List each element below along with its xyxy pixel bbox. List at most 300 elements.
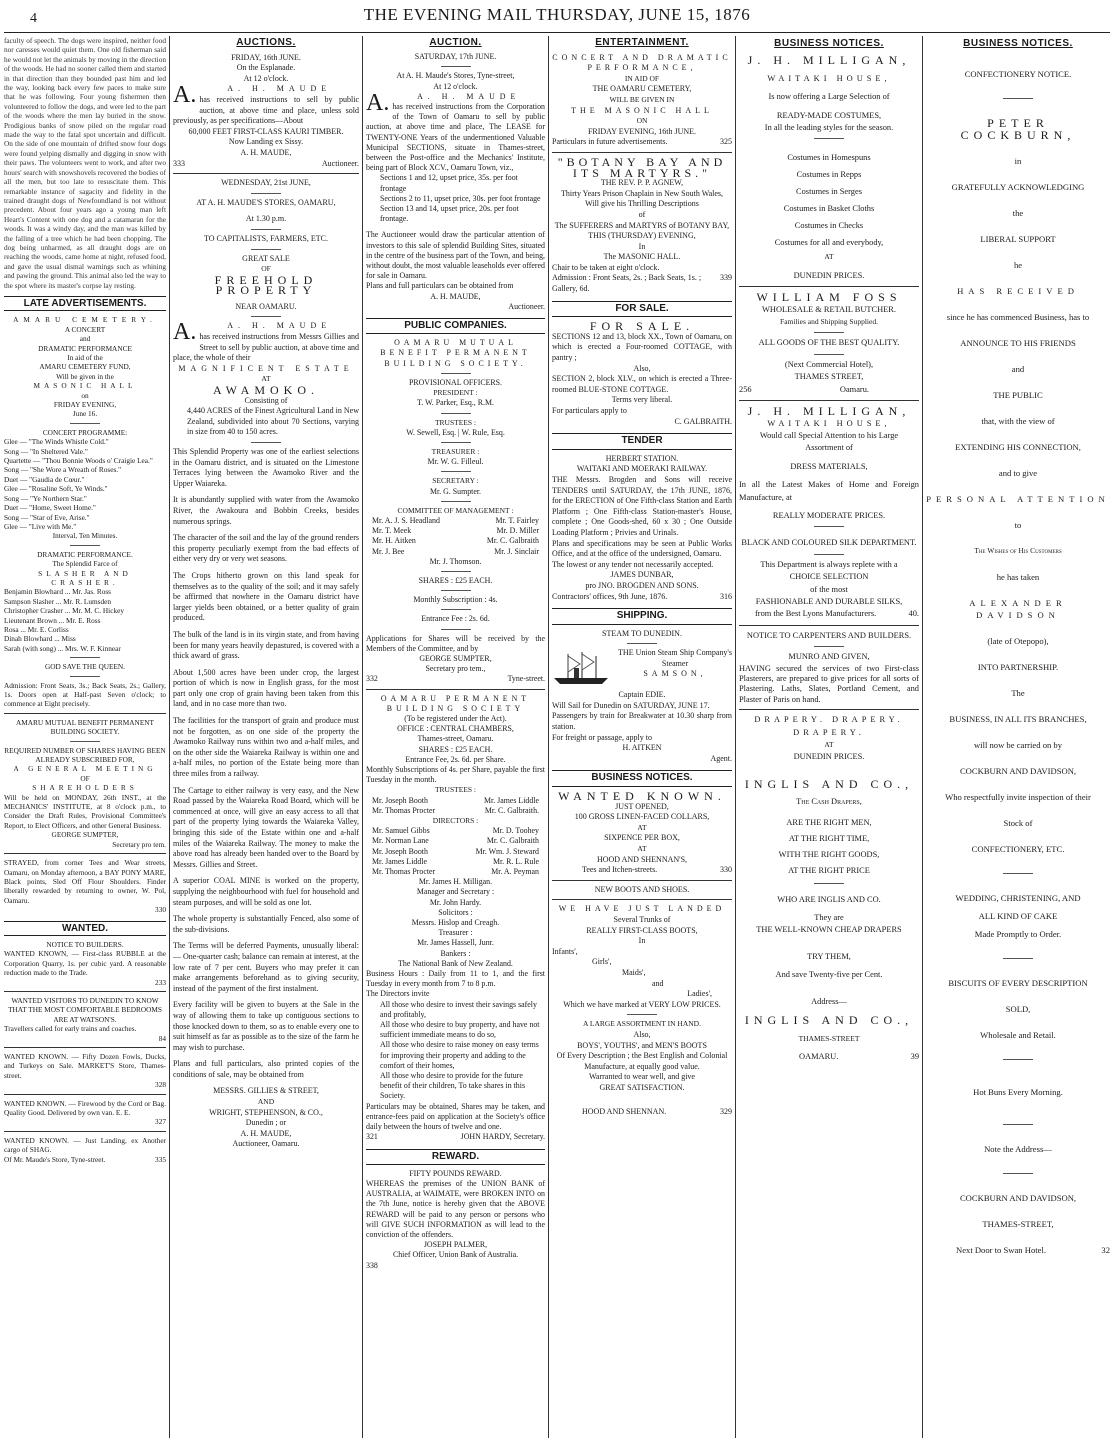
society-title: OAMARU PERMANENT BUILDING SOCIETY: [380, 693, 531, 713]
costume-item: Costumes in Serges: [796, 187, 862, 197]
auction-date: WEDNESDAY, 21st JUNE,: [221, 178, 311, 188]
passengers: Passengers by train for Breakwater at 10.30 sharp from station.: [552, 711, 732, 732]
estate-paragraph: About 1,500 acres have been under crop, the largest portion of which is now in English grass, for the most part only one crop of grain having been taken from this land, and in no case more than two.: [173, 667, 359, 709]
cemetery-line: June 16.: [72, 409, 98, 419]
masonic-hall: THE MASONIC HALL: [571, 105, 713, 115]
divider: [1003, 1059, 1033, 1060]
munro: MUNRO AND GIVEN,: [788, 652, 870, 662]
cemetery: THE OAMARU CEMETERY,: [592, 84, 692, 94]
divider: [441, 609, 471, 610]
thames-street: THAMES-STREET,: [982, 1219, 1054, 1229]
alexander-davidson: ALEXANDER DAVIDSON: [969, 598, 1067, 620]
divider: [70, 657, 100, 658]
cemetery-line: A CONCERT: [64, 324, 106, 334]
wanted-ad: WANTED KNOWN, — First-class RUBBLE at the Corporation Quarry, 1s. per cubic yard. A reasonable reduction made to the Trade.: [4, 949, 166, 978]
railway: WAITAKI AND MOERAKI RAILWAY.: [576, 464, 708, 474]
committee-member: Mr. J. Bee: [372, 546, 405, 556]
divider: [814, 554, 844, 555]
wanted-header: WANTED.: [4, 921, 166, 936]
auctioneer-name: A. H. MAUDE: [227, 84, 332, 94]
estate-paragraph: The character of the soil and the lay of the ground renders this property peculiarly exempt from the bad effects of either very dry or very wet seasons.: [173, 533, 359, 564]
the: The: [1011, 688, 1025, 698]
entertainment-header: ENTERTAINMENT.: [595, 37, 689, 48]
officer-name: T. W. Parker, Esq., R.M.: [417, 398, 494, 408]
palmer: JOSEPH PALMER,: [423, 1240, 488, 1250]
tender-header: TENDER: [552, 433, 732, 450]
strayed-notice: STRAYED, from corner Tees and Wear streets, Oamaru, on Monday afternoon, a BAY PONY MARE, Black points, Sled Off Flour Shoulders. Finder liberally rewarded by returning to owner, W. Pol, Oamaru.: [4, 858, 166, 905]
just-landed: WE HAVE JUST LANDED: [558, 904, 726, 914]
large-assortment: A LARGE ASSORTMENT IN HAND.: [583, 1019, 701, 1029]
he: he: [1013, 260, 1023, 270]
agent: Agent.: [710, 753, 732, 763]
note-address: Note the Address—: [984, 1144, 1052, 1154]
infants: Infants',: [552, 946, 578, 956]
drama-title: DRAMATIC PERFORMANCE.: [37, 549, 133, 559]
tyne-street: Tyne-street.: [507, 674, 545, 684]
estate-paragraph: The Terms will be deferred Payments, unusually liberal:— One-quarter cash; balance can remain at interest, at the low rate of 7 per cent. Buyers who may prefer it can make arrangements beforehand as to giving security, instead of the payment of the first instalment.: [173, 941, 359, 993]
invite-item: All those who desire to buy property, and have not sufficient immediate means to do so,: [380, 1020, 540, 1040]
in: In: [638, 936, 646, 946]
peter-cockburn: PETER COCKBURN,: [960, 116, 1076, 142]
programme-item: Song — "Star of Eve, Arise.": [4, 512, 90, 522]
wanted-ad: ARE AT WATSON'S.: [53, 1014, 117, 1024]
divider: [441, 442, 471, 443]
director: Mr. C. Galbraith: [486, 836, 539, 846]
society-title: OAMARU MUTUAL BENEFIT PERMANENT BUILDING SOCIETY.: [380, 338, 531, 368]
auction-time: At 12 o'clock.: [243, 73, 289, 83]
to-capitalists: TO CAPITALISTS, FARMERS, ETC.: [204, 233, 328, 243]
sufferers: The SUFFERERS and MARTYRS of BOTANY BAY,: [554, 220, 730, 230]
galbraith: C. GALBRAITH.: [674, 416, 732, 426]
just-opened: JUST OPENED,: [615, 801, 669, 811]
admission: Admission : Front Seats, 2s. ; Back Seats, 1s. ; Gallery, 6d.: [552, 273, 702, 294]
director: Mr. D. Toohey: [492, 826, 539, 836]
wanted-ad: WANTED VISITORS TO DUNEDIN TO KNOW THAT THE MOST COMFORTABLE BEDROOMS: [8, 995, 162, 1015]
steamship-icon: [552, 650, 612, 688]
attention: Would call Special Attention to his Large: [759, 430, 899, 440]
tender-text: THE Messrs. Brogden and Sons will receive TENDERS until SATURDAY, the 17th JUNE, 1876, for the ERECTION of One Fifth-class Station and Earth Platform ; One Fifth-class Station-master's House, complete ; One Goods-shed, 60 x 30 ; One Outside Loading Platform ; Privies and Urinals.: [552, 474, 732, 537]
applications: Applications for Shares will be received by the Members of the Committee, and by: [366, 633, 545, 653]
cast-item: Christopher Crasher ... Mr. M. C. Hickey: [4, 606, 124, 616]
invite-item: All those who desire to provide for the future benefit of their children, To take shares in this Society.: [380, 1071, 526, 1101]
terms: Terms very liberal.: [611, 395, 673, 405]
palmer-role: Chief Officer, Union Bank of Australia.: [392, 1250, 519, 1260]
auction-time: At 1.30 p.m.: [245, 214, 287, 224]
inglis: INGLIS AND CO.,: [744, 1013, 914, 1028]
right-price: AT THE RIGHT PRICE: [788, 865, 870, 875]
cemetery-line: AMARU CEMETERY FUND,: [39, 362, 131, 372]
wholesale: Wholesale and Retail.: [980, 1030, 1056, 1040]
public-companies-header: PUBLIC COMPANIES.: [366, 318, 545, 334]
wanted-ad: WANTED KNOWN. — Fifty Dozen Fowls, Ducks, and Turkeys on Sale. MARKET'S Store, Thames-street.: [4, 1052, 166, 1080]
director: Mr. Samuel Gibbs: [372, 826, 430, 836]
divider: [739, 286, 919, 287]
drop-cap: A.: [173, 319, 197, 346]
of: of: [638, 209, 646, 219]
also: Also,: [633, 1029, 651, 1039]
director: Mr. R. L. Rule: [492, 856, 539, 866]
divider: [552, 152, 732, 153]
programme-item: Song — "Ye Northern Star.": [4, 493, 87, 503]
milligan: J. H. MILLIGAN,: [747, 404, 911, 419]
divider: [366, 689, 545, 690]
in: In: [638, 241, 646, 251]
ad-number: 325: [720, 137, 732, 147]
reverend: THE REV. P. P. AGNEW,: [600, 178, 684, 188]
this-evening: THIS (THURSDAY) EVENING,: [588, 231, 696, 241]
aitken: H. AITKEN: [622, 743, 662, 753]
hood-shennan: HOOD AND SHENNAN'S,: [596, 854, 688, 864]
officer-name: W. Sewell, Esq. | W. Rule, Esq.: [406, 427, 505, 437]
news-story: faculty of speech. The dogs were inspired, neither food nor caresses would quiet them. One old fisherman said he would not let the animals by moving in the direction of the woods. He had no sooner called them and started in that direction than they bounded past him and led the way, looking back every few paces to make sure that he was following. Four young fishermen then volunteered to follow the dogs, and were led to the part of the woods where the men lay buried in the snow. Prodigious banks of snow piled on the regular road made the way to the fatal spot uncertain and difficult. On the side of one mountain of drifted snow four dogs were found yelping dismally and digging in snow with their paws. The volunteers went to work, and after two hours' search with snowshovels recovered the bodies of all the men, but too late to resuscitate them. This remarkable instance of sagacity and fidelity in the trained draught dogs of Newfoundland is not without precedent. About four years ago a young man left Heart's Content with one dog and a catamaran for the woods. It was a windy day, and the man was killed by the falling of a tree which he had been chopping. The dog being unharmed, as all draught dogs are on reaching the woods, came home at night, refused food, and gave the usual dismal warnings such as whining and pawing the ground. This animal also led the way to the spot where its master's corpse lay resting.: [4, 36, 166, 290]
ad-number: 321: [366, 1132, 378, 1142]
officer-name: The National Bank of New Zealand.: [398, 958, 513, 968]
provisional: PROVISIONAL OFFICERS.: [408, 377, 503, 387]
column-6: [926, 36, 1110, 1438]
interval: Interval, Ten Minutes.: [52, 531, 118, 541]
committee-member: Mr. A. J. S. Headland: [372, 515, 440, 525]
programme-item: Duet — "Gaudia de Cœur.": [4, 474, 85, 484]
and: and: [652, 978, 664, 988]
ad-number: 327: [155, 1117, 166, 1127]
estate-paragraph: This Splendid Property was one of the earliest selections in the Oamaru district, and is situated on the Limestone Terraces lying between the Awamoko River and the Upper Waiareka.: [173, 447, 359, 488]
masthead-title: THE EVENING MAIL THURSDAY, JUNE 15, 1876: [363, 5, 751, 24]
divider: [814, 883, 844, 884]
cast-item: Benjamin Blowhard ... Mr. Jas. Ross: [4, 587, 112, 597]
satisfaction: GREAT SATISFACTION.: [599, 1082, 685, 1092]
try-them: TRY THEM,: [807, 951, 851, 961]
steam: STEAM TO DUNEDIN.: [602, 628, 682, 638]
estate-paragraph: Plans and full particulars, also printed copies of the conditions of sale, may be obtained from: [173, 1059, 359, 1079]
divider: [70, 741, 100, 742]
divider: [627, 1014, 657, 1015]
will-be-given: WILL BE GIVEN IN: [609, 94, 675, 104]
invite: Who respectfully invite inspection of their: [945, 792, 1091, 802]
committee-member: Mr. C. Galbraith: [486, 536, 539, 546]
oamaru: Oamaru.: [839, 384, 869, 394]
ad-number: 256: [739, 384, 752, 394]
auctioneer-name: A. H. MAUDE: [417, 91, 521, 101]
divider: [814, 526, 844, 527]
estate-title: MAGNIFICENT ESTATE: [178, 363, 354, 373]
best-quality: ALL GOODS OF THE BEST QUALITY.: [758, 338, 900, 348]
cast-item: Dinah Blowhard ... Miss: [4, 634, 76, 644]
shares: SHARES : £25 EACH.: [418, 575, 493, 585]
divider: [441, 571, 471, 572]
committee-member: Mr. J. Sinclair: [494, 546, 539, 556]
samson: SAMSON,: [643, 669, 707, 679]
auction-text: has received instructions from Messrs Gillies and Street to sell by public auction, at above time and place, the whole of their: [173, 332, 359, 363]
descriptions: Will give his Thrilling Descriptions: [585, 199, 699, 209]
column-rule: [548, 36, 549, 1438]
personal-attention: PERSONAL ATTENTION: [926, 494, 1110, 504]
officer-label: PRESIDENT :: [433, 388, 478, 398]
estate-paragraph: Every facility will be given to buyers at the Sale in the way of allowing them to take up contiguous sections to those knocked down to them, so as to enable every one to suit himself as far as possible as to the size of the farm he may wish to purchase.: [173, 1000, 359, 1052]
ad-number: 32: [1101, 1245, 1110, 1255]
programme-item: Song — "In Sheltered Vale.": [4, 446, 88, 456]
divider: [70, 545, 100, 546]
business-hours: Business Hours : Daily from 11 to 1, and the first Tuesday in every month from 7 to 8 p.m.: [366, 969, 545, 989]
drop-cap: A.: [173, 82, 197, 109]
shipping-header: SHIPPING.: [552, 608, 732, 625]
ready-made: READY-MADE COSTUMES,: [776, 110, 882, 120]
marked: Which we have marked at VERY LOW PRICES.: [563, 999, 721, 1009]
has-received: HAS RECEIVED: [957, 286, 1079, 296]
ad-number: 339: [720, 273, 732, 283]
ad-number: 328: [155, 1080, 166, 1090]
wanted-ad: Of Mr. Maude's Store, Tyne-street.: [4, 1154, 106, 1164]
sumpter-role: Secretary pro tem.: [112, 839, 166, 849]
officer-name: Mr. W. G. Filleul.: [427, 457, 484, 467]
agents: WRIGHT, STEPHENSON, & CO.,: [209, 1107, 323, 1117]
officer-name: Messrs. Hislop and Creagh.: [411, 918, 500, 928]
drapery: DRAPERY. DRAPERY. DRAPERY.: [754, 715, 904, 737]
trustee: Mr. Joseph Booth: [372, 795, 428, 805]
biscuits: BISCUITS OF EVERY DESCRIPTION: [948, 978, 1088, 988]
at: AT: [637, 822, 647, 832]
divider: [1003, 873, 1033, 874]
divider: [739, 625, 919, 626]
divider: [739, 400, 919, 401]
since: since he has commenced Business, has to: [946, 312, 1090, 322]
farce-title: SLASHER AND CRASHER.: [38, 568, 132, 587]
collars: 100 GROSS LINEN-FACED COLLARS,: [574, 812, 710, 822]
lowest: The lowest or any tender not necessarily accepted.: [552, 559, 714, 569]
divider: [251, 442, 281, 443]
cemetery-line: DRAMATIC PERFORMANCE: [38, 343, 132, 353]
dunbar: JAMES DUNBAR,: [610, 570, 674, 580]
liberal-support: LIBERAL SUPPORT: [980, 234, 1056, 244]
friday: FRIDAY EVENING, 16th JUNE.: [587, 126, 697, 136]
sale-item: SECTIONS 12 and 13, block XX., Town of Oamaru, on which is erected a Four-roomed COTTAGE, with pantry ;: [552, 331, 732, 363]
divider: [814, 138, 844, 139]
thames: Thames-street, Oamaru.: [417, 734, 494, 744]
divider: [251, 229, 281, 230]
business-notices-header: BUSINESS NOTICES.: [552, 770, 732, 787]
column-rule: [169, 36, 170, 1438]
programme-item: Glee — "Live with Me.": [4, 521, 77, 531]
to-give: and to give: [998, 468, 1038, 478]
late-advertisements-header: LATE ADVERTISEMENTS.: [4, 296, 166, 311]
silk-dept: BLACK AND COLOURED SILK DEPARTMENT.: [741, 538, 917, 548]
divider: [441, 66, 471, 67]
cemetery-line: and: [79, 334, 91, 344]
ad-number: 233: [155, 977, 166, 987]
ad-number: 39: [910, 1051, 919, 1061]
confectionery-notice: CONFECTIONERY NOTICE.: [964, 69, 1072, 79]
cemetery-line: Will be given in the: [56, 371, 114, 381]
inglis: INGLIS AND CO.,: [744, 776, 914, 791]
divider: [627, 643, 657, 644]
divider: [441, 590, 471, 591]
monthly: Monthly Subscription : 4s.: [413, 595, 498, 605]
shareholders: SHAREHOLDERS: [32, 783, 138, 793]
foss: WILLIAM FOSS: [756, 290, 902, 305]
waitaki-house: WAITAKI HOUSE,: [767, 73, 891, 83]
invite-item: All those who desire to raise money on easy terms for improving their property and adding to the comfort of their homes,: [380, 1040, 539, 1070]
particulars: For particulars apply to: [552, 406, 627, 415]
officer-label: Manager and Secretary :: [416, 887, 495, 897]
section-price: Sections 2 to 11, upset price, 30s. per foot frontage: [380, 193, 541, 203]
and: AND: [257, 1097, 275, 1107]
cheap-drapers: THE WELL-KNOWN CHEAP DRAPERS: [756, 925, 902, 935]
divider: [1003, 1173, 1033, 1174]
dunedin-prices: DUNEDIN PRICES.: [793, 270, 865, 280]
consisting: Consisting of: [244, 395, 288, 405]
registered: (To be registered under the Act).: [404, 713, 507, 723]
general-meeting: A GENERAL MEETING: [13, 764, 157, 774]
ad-number: 329: [720, 1107, 732, 1117]
sumpter: GEORGE SUMPTER,: [51, 830, 119, 840]
costume-item: Costumes in Basket Cloths: [783, 204, 875, 214]
estate-paragraph: The Cartage to either railway is very easy, and the New Road passed by the Waiareka Road Board, which will be commenced at once, will give an easy access to all that part of the property lying towards the Waiareka Valley, bringing this side of the Estate within one and a-half miles of the Waiareka Railway. The money to make the above road has already been handed over to the Board by Messrs. Gillies and Street.: [173, 785, 359, 869]
divider: [441, 373, 471, 374]
auctions-header: AUCTIONS.: [236, 37, 296, 48]
cast-item: Sampson Slasher ... Mr. R. Lumsden: [4, 596, 112, 606]
styles: In all the leading styles for the season.: [764, 123, 894, 133]
masthead: [0, 0, 1114, 34]
sale-item: SECTION 2, block XLV., on which is erected a Three-roomed BLUE-STONE COTTAGE.: [552, 374, 732, 394]
gratefully: GRATEFULLY ACKNOWLEDGING: [951, 182, 1085, 192]
officer-label: DIRECTORS :: [432, 816, 479, 825]
masonic-hall: The MASONIC HALL.: [603, 252, 681, 262]
future: Particulars in future advertisements.: [552, 137, 668, 147]
column-3: [366, 36, 545, 1438]
on: ON: [636, 116, 648, 126]
costume-item: Costumes in Homespuns: [787, 153, 871, 163]
waitaki-house: WAITAKI HOUSE,: [767, 418, 891, 428]
herbert: HERBERT STATION.: [605, 453, 679, 463]
officer-label: COMMITTEE OF MANAGEMENT :: [397, 505, 514, 515]
save: And save Twenty-five per Cent.: [775, 970, 883, 980]
column-rule: [362, 36, 363, 1438]
has-taken: he has taken: [996, 572, 1040, 582]
officer-label: Bankers :: [440, 948, 471, 958]
officer-label: TREASURER :: [431, 446, 480, 456]
programme-item: Glee — "The Winds Whistle Cold.": [4, 437, 109, 447]
for-sale-title: FOR SALE.: [589, 319, 695, 334]
divider: [251, 193, 281, 194]
partnership: INTO PARTNERSHIP.: [977, 662, 1059, 672]
near-oamaru: NEAR OAMARU.: [235, 301, 297, 311]
divider: [251, 316, 281, 317]
admission: Admission: Front Seats, 3s.; Back Seats, 2s.; Gallery, 1s. Doors open at Half-past Seven o'clock; to commence at Eight precisely.: [4, 680, 166, 709]
committee-member: Mr. J. Thomson.: [429, 556, 482, 566]
announce: ANNOUNCE TO HIS FRIENDS: [960, 338, 1076, 348]
auctioneer-role: Auctioneer.: [321, 158, 359, 168]
masthead-rule: [4, 32, 1110, 33]
column-rule: [922, 36, 923, 1438]
programme-item: Duet — "Home, Sweet Home.": [4, 503, 96, 513]
section-price: Section 13 and 14, upset price, 20s. per foot frontage.: [380, 204, 519, 224]
in: in: [1014, 156, 1022, 166]
most: of the most: [810, 584, 848, 594]
cockburn-davidson: COCKBURN AND DAVIDSON,: [959, 766, 1077, 776]
plasterers: HAVING secured the services of two First-class Plasterers, are prepared to give prices for all sorts of Plastering. Laths, Slates, Portland Cement, and Plaster of Paris on hand.: [739, 663, 919, 704]
auction-place: At A. H. Maude's Stores, Tyne-street,: [396, 71, 515, 81]
auction-goods: 60,000 FEET FIRST-CLASS KAURI TIMBER.: [188, 126, 344, 136]
right-men: ARE THE RIGHT MEN,: [786, 817, 872, 827]
right-time: AT THE RIGHT TIME,: [788, 833, 870, 843]
hot-buns: Hot Buns Every Morning.: [973, 1087, 1063, 1097]
officer-name: Mr. James Hassell, Junr.: [417, 938, 494, 948]
auction-date: SATURDAY, 17th JUNE.: [414, 52, 497, 62]
auctioneer-role: Auctioneer.: [508, 301, 545, 311]
boys-boots: BOYS', YOUTHS', and MEN'S BOOTS: [577, 1040, 707, 1050]
ad-number: 332: [366, 674, 378, 684]
director: Mr. Norman Lane: [372, 836, 429, 846]
cake: ALL KIND OF CAKE: [978, 911, 1058, 921]
the: the: [1012, 208, 1024, 218]
column-1: [4, 36, 166, 1438]
concert-title: CONCERT AND DRAMATIC PERFORMANCE,: [552, 52, 732, 73]
agents: MESSRS. GILLIES & STREET,: [213, 1086, 319, 1096]
at: AT: [824, 252, 834, 262]
committee-member: Mr. H. Aitken: [372, 536, 416, 546]
farce-intro: The Splendid Farce of: [52, 559, 118, 569]
chaplain: Thirty Years Prison Chaplain in New South Wales,: [560, 188, 724, 198]
corner-mark: 4: [30, 11, 38, 26]
otepopo: (late of Otepopo),: [987, 636, 1049, 646]
divider: [552, 899, 732, 900]
divider: [70, 676, 100, 677]
sumpter-role: Secretary pro tem.,: [425, 664, 486, 674]
ad-number: 338: [366, 1260, 378, 1270]
contractors: Contractors' offices, 9th June, 1876.: [552, 591, 668, 601]
reward-header: REWARD.: [366, 1149, 545, 1165]
auctioneer-role: Auctioneer, Oamaru.: [232, 1139, 300, 1149]
section-price: Sections 1 and 12, upset price, 35s. per foot frontage: [380, 173, 518, 193]
officer-name: Mr. G. Sumpter.: [429, 486, 482, 496]
moderate-prices: REALLY MODERATE PRICES.: [772, 510, 886, 520]
auction-place: AT A. H. MAUDE'S STORES, OAMARU,: [196, 197, 336, 207]
committee-member: Mr. T. Meek: [372, 526, 412, 536]
programme-item: Song — "She Wore a Wreath of Roses.": [4, 465, 122, 475]
chair: Chair to be taken at eight o'clock.: [552, 262, 660, 272]
divider: [251, 249, 281, 250]
auctioneer-name: A. H. MAUDE: [227, 321, 332, 331]
and: and: [1011, 364, 1025, 374]
invite-item: All those who desire to invest their savings safely and profitably,: [380, 999, 537, 1019]
confectionery-etc: CONFECTIONERY, ETC.: [971, 844, 1065, 854]
at: AT: [261, 374, 271, 384]
divider: [173, 173, 359, 174]
director: Mr. James H. Milligan.: [418, 877, 493, 887]
estate-paragraph: The facilities for the transport of grain and produce must not be forgotten, as on one side of the property the Awamoko Railway runs within two and a-half miles, and on the other side the Waiareka Railway is within one and a-half miles, no portion of the Estate being more than three miles from a railway.: [173, 716, 359, 779]
ad-number: 335: [155, 1154, 166, 1164]
officer-label: TRUSTEES :: [434, 785, 477, 795]
monthly: Monthly Subscriptions of 4s. per Share, payable the first Tuesday in the month.: [366, 764, 545, 785]
particulars: Particulars may be obtained, Shares may be taken, and entrance-fees paid on application at the Society's office daily between the hours of twelve and one.: [366, 1101, 545, 1132]
of: OF: [261, 264, 271, 274]
latest-makes: In all the Latest Makes of Home and Foreign Manufacture, at: [739, 480, 919, 502]
divider: [4, 713, 166, 714]
thames-street: THAMES-STREET: [798, 1033, 860, 1043]
view: that, with the view of: [981, 416, 1055, 426]
auction-sign: A. H. MAUDE,: [430, 291, 481, 301]
attention-text: The Auctioneer would draw the particular attention of investors to this sale of splendid Building Sites, situated in the centre of the business part of the Town, and being, without doubt, the most valuable leaseholds ever offered for sale in Oamaru.: [366, 230, 545, 281]
cemetery-title: AMARU CEMETERY.: [13, 315, 157, 325]
first-class-boots: REALLY FIRST-CLASS BOOTS,: [586, 925, 698, 935]
divider: [739, 709, 919, 710]
entrance: Entrance Fee : 2s. 6d.: [421, 614, 490, 624]
hardy: JOHN HARDY, Secretary.: [460, 1132, 545, 1142]
ad-number: 330: [720, 865, 732, 875]
office: OFFICE : CENTRAL CHAMBERS,: [397, 724, 514, 734]
stock: Stock of: [1003, 818, 1033, 828]
divider: [814, 354, 844, 355]
auction-header: AUCTION.: [429, 37, 482, 48]
